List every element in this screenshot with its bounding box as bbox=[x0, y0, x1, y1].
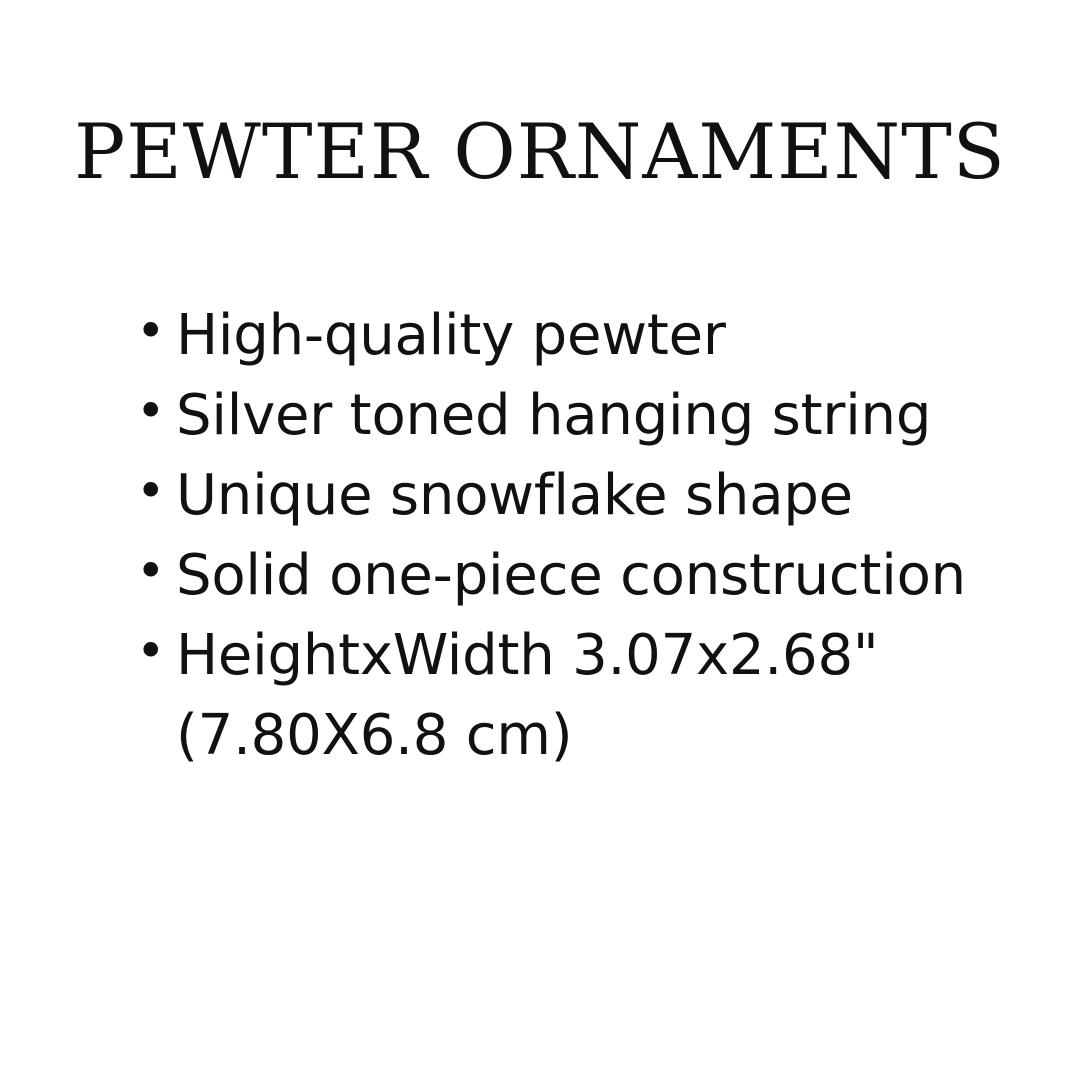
list-item-label: HeightxWidth 3.07x2.68" (7.80X6.8 cm) bbox=[176, 623, 879, 769]
list-item-label: Unique snowflake shape bbox=[176, 463, 853, 529]
bullet-icon: • bbox=[136, 462, 166, 521]
list-item bbox=[128, 296, 1008, 376]
bullet-icon: • bbox=[136, 542, 166, 601]
list-item-label: Silver toned hanging string bbox=[176, 383, 932, 449]
list-item bbox=[128, 536, 1008, 616]
list-item bbox=[128, 456, 1008, 536]
list-item bbox=[128, 376, 1008, 456]
list-item-label: Solid one-piece construction bbox=[176, 543, 966, 609]
page-title: PEWTER ORNAMENTS bbox=[74, 107, 1006, 196]
feature-list bbox=[128, 296, 1008, 776]
bullet-icon: • bbox=[136, 302, 166, 360]
list-item-label: High-quality pewter bbox=[176, 303, 726, 368]
bullet-icon: • bbox=[136, 382, 166, 441]
bullet-icon: • bbox=[136, 622, 166, 681]
list-item bbox=[128, 616, 1008, 776]
